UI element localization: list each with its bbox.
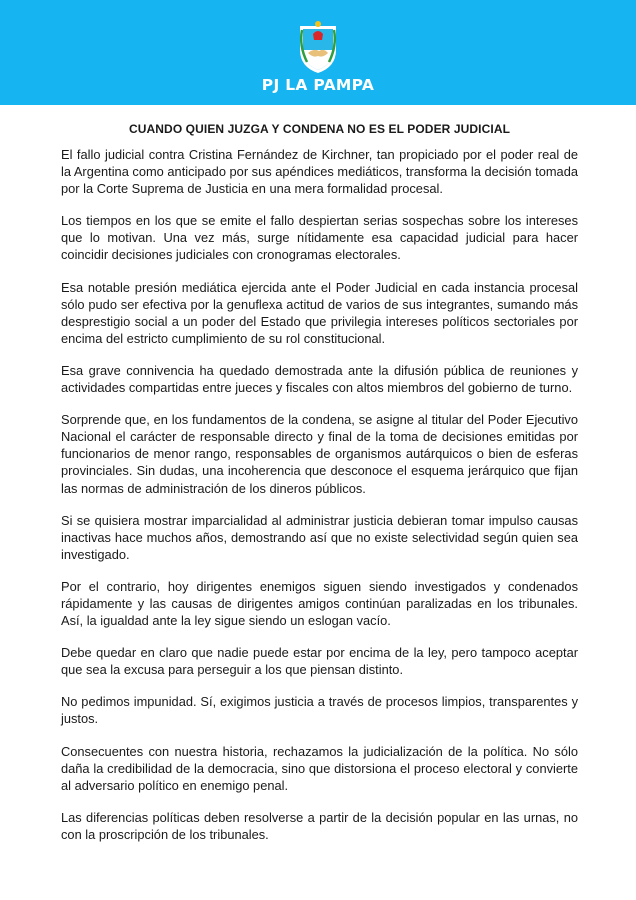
header-banner	[0, 0, 636, 105]
paragraph: Por el contrario, hoy dirigentes enemigos siguen siendo investigados y condenados rápidamente y las causas de dirigentes amigos continúan paralizadas en los tribunales. Así, la igualdad ante la ley sigue siendo un eslogan vacío.	[61, 578, 578, 629]
paragraph: El fallo judicial contra Cristina Fernández de Kirchner, tan propiciado por el poder real de la Argentina como anticipado por sus apéndices mediáticos, transforma la decisión tomada por la Corte Suprema de Justicia en una mera formalidad procesal.	[61, 147, 578, 197]
brand-name: PJ LA PAMPA	[261, 76, 375, 94]
paragraph: Debe quedar en claro que nadie puede estar por encima de la ley, pero tampoco aceptar que sea la excusa para perseguir a los que piensan distinto.	[61, 645, 578, 678]
document-title: CUANDO QUIEN JUZGA Y CONDENA NO ES EL PODER JUDICIAL	[128, 122, 511, 136]
paragraph: Las diferencias políticas deben resolverse a partir de la decisión popular en las urnas, no con la proscripción de los tribunales.	[61, 809, 578, 842]
paragraph: Los tiempos en los que se emite el fallo despiertan serias sospechas sobre los intereses que lo motivan. Una vez más, surge nítidamente esa capacidad judicial para hacer coincidir decisiones judiciales con cronogramas electorales.	[61, 213, 578, 263]
paragraph: Esa notable presión mediática ejercida ante el Poder Judicial en cada instancia procesal sólo pudo ser efectiva por la genuflexa actitud de varios de sus integrantes, sumando más desprestigio social a un poder del Estado que privilegia intereses políticos sectoriales por encima del estricto cumplimiento de su rol constitucional.	[61, 279, 578, 346]
paragraph: Esa grave connivencia ha quedado demostrada ante la difusión pública de reuniones y actividades compartidas entre jueces y fiscales con altos miembros del gobierno de turno.	[61, 362, 578, 396]
press-release	[61, 121, 578, 858]
paragraph: Consecuentes con nuestra historia, rechazamos la judicialización de la política. No sólo daña la credibilidad de la democracia, sino que distorsiona el proceso electoral y convierte al adversario político en enemigo penal.	[61, 743, 578, 793]
peronist-party-shield-icon	[297, 20, 339, 74]
paragraph: Sorprende que, en los fundamentos de la condena, se asigne al titular del Poder Ejecutivo Nacional el carácter de responsable directo y final de la toma de decisiones emitidas por funcionarios de menor rango, responsables de organismos autárquicos o bien de esferas provinciales. Sin dudas, una incoherencia que desconoce el esquema jerárquico que fijan las normas de administración de los dineros públicos.	[61, 412, 578, 496]
paragraph: Si se quisiera mostrar imparcialidad al administrar justicia debieran tomar impulso causas inactivas hace muchos años, demostrando así que no existe selectividad según quien sea investigado.	[61, 512, 578, 562]
paragraph: No pedimos impunidad. Sí, exigimos justicia a través de procesos limpios, transparentes y justos.	[61, 694, 578, 727]
